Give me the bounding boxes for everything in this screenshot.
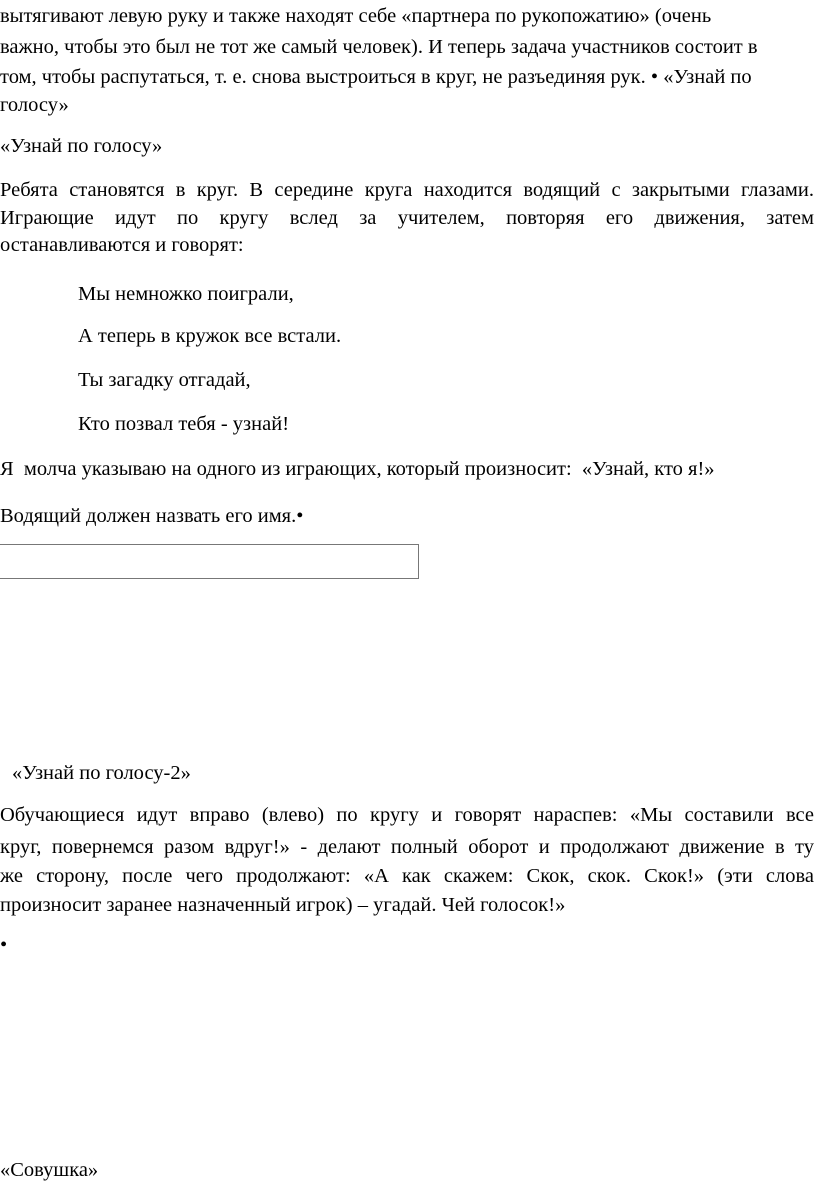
game3-title: «Совушка»	[0, 1159, 99, 1181]
poem-line: Ты загадку отгадай,	[78, 369, 251, 391]
intro-line: том, чтобы распутаться, т. е. снова выстроиться в круг, не разъединяя рук. • «Узнай по	[0, 66, 752, 88]
intro-line: важно, чтобы это был не тот же самый человек). И теперь задача участников состоит в	[0, 36, 758, 58]
poem-line: Мы немножко поиграли,	[78, 283, 294, 305]
bullet-icon: •	[0, 934, 8, 956]
poem-line: Кто позвал тебя - узнай!	[78, 413, 290, 435]
game1-description-line: останавливаются и говорят:	[0, 234, 244, 256]
game1-instruction: Я молча указываю на одного из играющих, который произносит: «Узнай, кто я!»	[0, 458, 715, 480]
empty-text-box	[0, 544, 419, 579]
game1-title: «Узнай по голосу»	[0, 135, 163, 157]
game1-description-line: Играющие идут по кругу вслед за учителем, повторяя его движения, затем	[0, 207, 814, 229]
game1-ending: Водящий должен назвать его имя.•	[0, 505, 304, 527]
game2-description-line: же сторону, после чего продолжают: «А как скажем: Скок, скок. Скок!» (эти слова	[0, 865, 814, 887]
game2-description-line: произносит заранее назначенный игрок) – угадай. Чей голосок!»	[0, 894, 566, 916]
intro-line: вытягивают левую руку и также находят себе «партнера по рукопожатию» (очень	[0, 5, 712, 27]
game2-description-line: Обучающиеся идут вправо (влево) по кругу и говорят нараспев: «Мы составили все	[0, 804, 814, 826]
game1-description-line: Ребята становятся в круг. В середине круга находится водящий с закрытыми глазами.	[0, 179, 814, 201]
game2-description-line: круг, повернемся разом вдруг!» - делают полный оборот и продолжают движение в ту	[0, 836, 814, 858]
game2-title: «Узнай по голосу-2»	[12, 762, 191, 784]
poem-line: А теперь в кружок все встали.	[78, 325, 342, 347]
intro-line: голосу»	[0, 94, 69, 116]
